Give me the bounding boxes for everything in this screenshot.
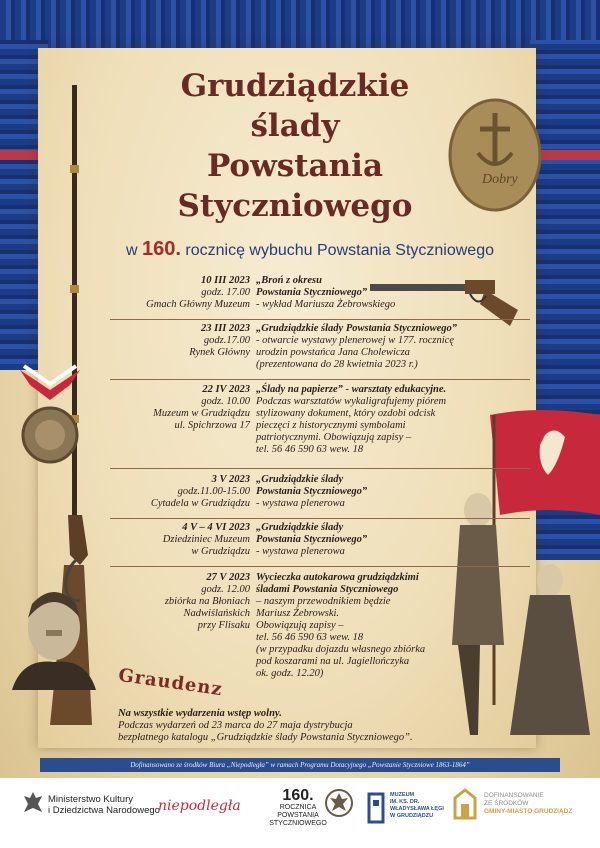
portrait-illustration [2,580,102,690]
museum-logo-text [390,792,444,820]
ministry-line: i Dziedzictwa Narodowego [48,805,160,816]
event-detail: stylizowany dokument, który ozdobi odcisk [256,408,436,419]
eagle-emblem-icon [325,786,353,820]
event-1-meta [110,275,250,311]
event-title: „Broń z okresu [256,275,322,286]
event-date: 3 V 2023 [211,474,250,485]
event-detail: ok. godz. 12.20) [256,668,324,679]
event-title: „Grudziądzkie ślady [256,474,344,485]
event-time: godz.17.00 [203,335,250,346]
event-time: godz. 17.00 [201,287,250,298]
event-time: godz. 10.00 [201,396,250,407]
event-title: „Ślady na papierze” - warsztaty edukacyjne. [256,384,447,395]
event-row-5 [110,522,530,567]
title-line-2: ślady [250,108,340,144]
museum-line: W GRUDZIĄDZU [390,813,434,819]
event-date: 4 V – 4 VI 2023 [182,522,250,533]
event-title: Powstania Styczniowego” [256,534,368,545]
gmina-line: ZE ŚRODKÓW [484,800,529,807]
event-detail: - wystawa plenerowa [256,498,345,509]
event-title: „Grudziądzkie ślady Powstania Styczniowego” [256,323,457,334]
event-place: ul. Spichrzowa 17 [174,420,250,431]
event-title: śladami Powstania Styczniowego [256,584,399,595]
gmina-logo-text [484,792,572,816]
event-title: Powstania Styczniowego” [256,486,368,497]
event-detail: Mariusz Żebrowski. [256,608,340,619]
anniversary-line: ROCZNICA [279,804,317,811]
event-date: 22 IV 2023 [202,384,250,395]
polish-eagle-icon [22,790,44,816]
niepodlegla-logo: niepodległa [158,798,241,814]
event-row-2 [110,323,530,380]
event-place: Cytadela w Grudziądzu [150,498,250,509]
museum-line: MUZEUM [390,792,415,798]
event-time: godz.11.00-15.00 [177,486,250,497]
title-line-3: Powstania [206,148,384,184]
subtitle-rest: rocznicę wybuchu Powstania Styczniowego [185,242,494,259]
event-detail: pieczęci z historycznymi symbolami [256,420,406,431]
event-date: 27 V 2023 [206,572,250,583]
event-detail: – naszym przewodnikiem będzie [256,596,391,607]
event-detail: - wykład Mariusza Żebrowskiego [256,299,396,310]
gmina-line: GMINY-MIASTO GRUDZIĄDZ [484,808,573,815]
seal-text: Dobry [482,172,518,187]
event-2-meta [110,323,250,359]
event-place: Muzeum w Grudziądzu [153,408,250,419]
event-detail: (prezentowana do 28 kwietnia 2023 r.) [256,359,418,370]
event-2-desc [256,323,526,371]
subtitle-number: 160. [142,238,181,260]
event-place: zbiórka na Błoniach [164,596,250,607]
event-detail: - otwarcie wystawy plenerowej w 177. rocznicę [256,335,455,346]
gmina-crest-icon [452,788,478,820]
museum-building-icon [365,790,387,824]
event-place: Rynek Główny [189,347,250,358]
event-place: przy Flisaku [197,620,250,631]
event-title: „Grudziądzkie ślady [256,522,344,533]
event-5-meta [110,522,250,558]
museum-line: IM. KS. DR. [390,799,420,805]
event-3-meta [110,384,250,432]
ministry-line: Ministerstwo Kultury [48,794,133,805]
footer-note [118,708,518,744]
anniversary-line: POWSTANIA [277,812,319,819]
anniversary-logo-text [268,788,328,828]
title-line-4: Styczniowego [177,188,413,224]
event-row-1 [110,275,530,320]
catalog-text: Podczas wydarzeń od 23 marca do 27 maja dystrybucja [118,720,353,731]
event-4-meta [110,474,250,510]
event-place: w Grudziądzu [191,546,250,557]
event-title: Wycieczka autokarowa grudziądzkimi [256,572,419,583]
funding-bar: Dofinansowano ze środków Biura „Niepodległa” w ramach Programu Dotacyjnego „Powstanie Styczniowe 1863-1864” [40,758,560,772]
event-row-4 [110,474,530,519]
event-time: godz. 12.00 [201,584,250,595]
event-row-6 [110,572,530,696]
event-place: Gmach Główny Muzeum [146,299,250,310]
event-row-3 [110,384,530,469]
event-date: 23 III 2023 [200,323,250,334]
event-time: Dziedziniec Muzeum [162,534,250,545]
event-detail: patriotycznymi. Obowiązują zapisy – [256,432,412,443]
free-entry-text: Na wszystkie wydarzenia wstęp wolny. [118,708,282,719]
event-5-desc [256,522,526,558]
logos-strip [0,778,600,848]
event-detail: (w przypadku dojazdu własnego zbiórka [256,644,426,655]
event-place: Nadwiślańskich [183,608,250,619]
title-line-1: Grudziądzkie [180,68,410,104]
event-title: Powstania Styczniowego” [256,287,368,298]
subtitle-prefix: w [125,242,138,259]
event-date: 10 III 2023 [200,275,250,286]
museum-line: WŁADYSŁAWA ŁĘGI [390,806,444,812]
event-detail: Obowiązują zapisy – [256,620,344,631]
subtitle [110,238,510,261]
event-6-meta [110,572,250,632]
event-detail: pod koszarami na ul. Jagiellończyka [256,656,410,667]
event-1-desc [256,275,526,311]
event-detail: urodzin powstańca Jana Cholewicza [256,347,410,358]
catalog-text: bezpłatnego katalogu „Grudziądzkie ślady Powstania Styczniowego”. [118,732,413,743]
ministry-logo-text [48,794,160,816]
event-detail: - wystawa plenerowa [256,546,345,557]
event-detail: tel. 56 46 590 63 wew. 18 [256,632,364,643]
event-3-desc [256,384,526,456]
medal-with-ribbon [10,360,90,470]
anniversary-line: STYCZNIOWEGO [269,820,327,827]
event-6-desc [256,572,526,680]
anniversary-number: 160. [282,787,314,804]
event-4-desc [256,474,526,510]
event-detail: tel. 56 46 590 63 wew. 18 [256,444,364,455]
graudenz-stamp: Graudenz [117,664,224,701]
gmina-line: DOFINANSOWANIE [484,792,544,799]
event-detail: Podczas warsztatów wykaligrafujemy piórem [256,396,447,407]
